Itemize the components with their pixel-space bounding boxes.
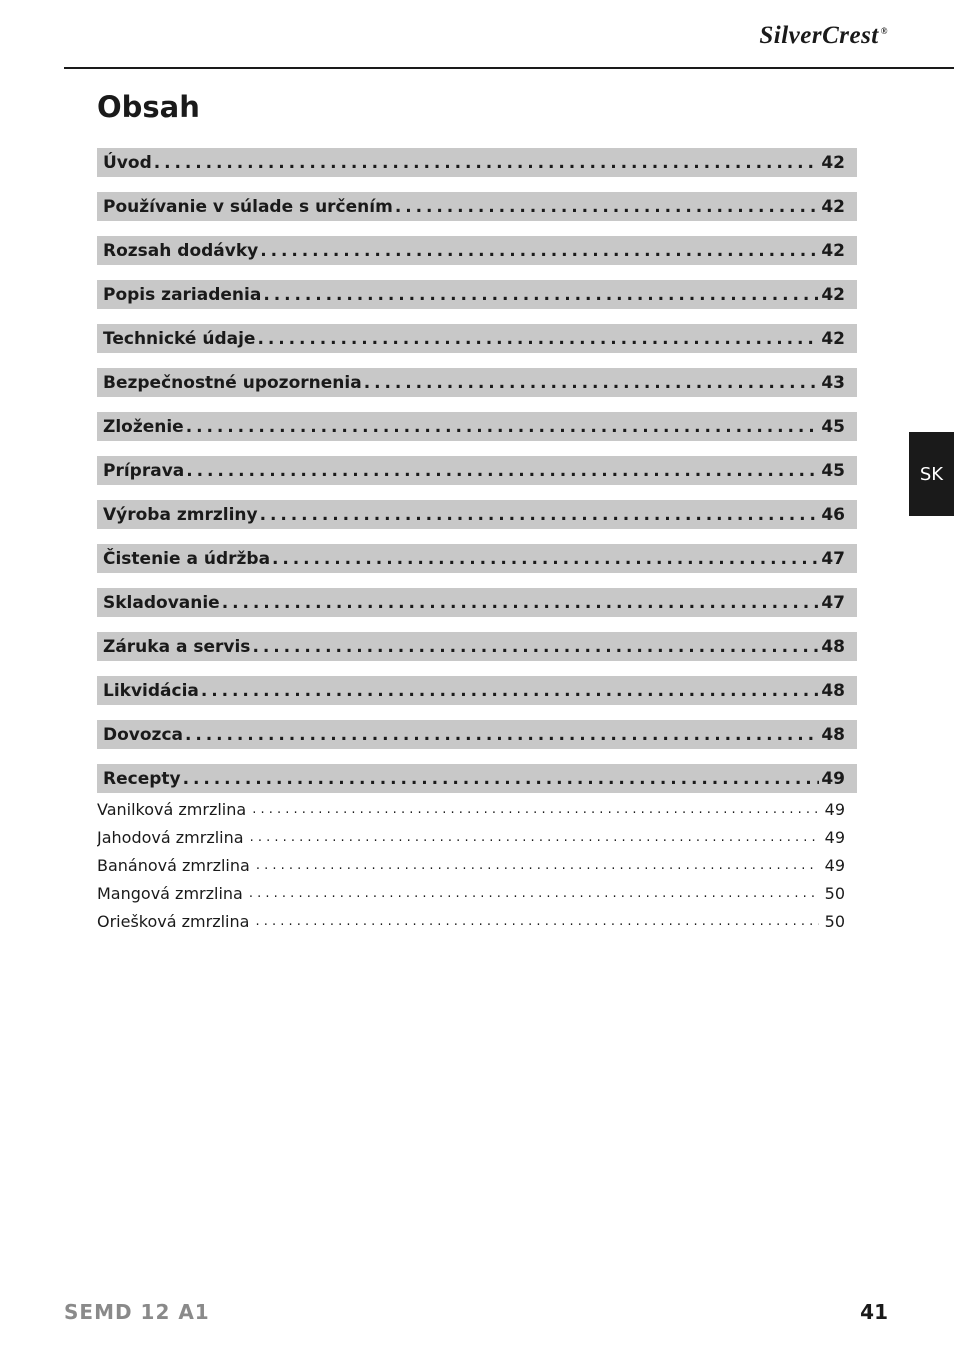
toc-entry[interactable] [97, 412, 857, 441]
toc-entry-label: Technické údaje [103, 328, 256, 349]
toc-subentry-page: 49 [824, 855, 845, 875]
toc-entry[interactable] [97, 500, 857, 529]
toc-entry-page: 49 [821, 768, 845, 789]
toc-subentry-label: Jahodová zmrzlina [97, 827, 244, 847]
dot-leader [263, 285, 819, 305]
registered-mark: ® [880, 25, 888, 36]
dot-leader [364, 373, 820, 393]
toc-entry-page: 42 [821, 196, 845, 217]
toc-entry-page: 47 [821, 592, 845, 613]
toc-entry-page: 43 [821, 372, 845, 393]
dot-leader [395, 197, 820, 217]
dot-leader [260, 505, 820, 525]
dot-leader [249, 886, 819, 901]
toc-entry[interactable] [97, 192, 857, 221]
toc-entry-page: 42 [821, 240, 845, 261]
dot-leader [260, 241, 819, 261]
toc-main-list [97, 148, 857, 808]
toc-entry-page: 48 [821, 724, 845, 745]
dot-leader [250, 830, 819, 845]
toc-entry[interactable] [97, 280, 857, 309]
dot-leader [257, 329, 819, 349]
dot-leader [256, 858, 819, 873]
toc-subentry[interactable] [97, 823, 857, 851]
toc-entry[interactable] [97, 632, 857, 661]
toc-entry-label: Príprava [103, 460, 185, 481]
toc-subentry[interactable] [97, 907, 857, 935]
toc-entry[interactable] [97, 764, 857, 793]
toc-entry-label: Bezpečnostné upozornenia [103, 372, 362, 393]
toc-entry-label: Popis zariadenia [103, 284, 262, 305]
toc-entry-label: Používanie v súlade s určením [103, 196, 393, 217]
header-rule [64, 67, 954, 69]
toc-entry-page: 46 [821, 504, 845, 525]
toc-subentry-label: Oriešková zmrzlina [97, 911, 250, 931]
toc-entry[interactable] [97, 324, 857, 353]
page-title: Obsah [97, 90, 200, 124]
dot-leader [222, 593, 820, 613]
toc-entry-label: Rozsah dodávky [103, 240, 259, 261]
dot-leader [252, 802, 818, 817]
dot-leader [186, 461, 819, 481]
toc-entry-label: Dovozca [103, 724, 183, 745]
toc-entry[interactable] [97, 236, 857, 265]
dot-leader [255, 914, 818, 929]
toc-entry-label: Zloženie [103, 416, 184, 437]
toc-entry-label: Skladovanie [103, 592, 220, 613]
dot-leader [272, 549, 819, 569]
toc-entry-label: Recepty [103, 768, 181, 789]
toc-entry-page: 42 [821, 152, 845, 173]
toc-subentry-page: 49 [824, 799, 845, 819]
brand-name: SilverCrest [759, 22, 879, 49]
toc-entry[interactable] [97, 720, 857, 749]
toc-subentry-label: Banánová zmrzlina [97, 855, 250, 875]
toc-entry-page: 42 [821, 284, 845, 305]
dot-leader [252, 637, 819, 657]
toc-subentry[interactable] [97, 795, 857, 823]
toc-entry[interactable] [97, 588, 857, 617]
toc-entry[interactable] [97, 148, 857, 177]
footer-page-number: 41 [860, 1300, 888, 1324]
toc-subentry-page: 50 [824, 911, 845, 931]
toc-entry-label: Čistenie a údržba [103, 548, 271, 569]
toc-entry-page: 47 [821, 548, 845, 569]
footer-model: SEMD 12 A1 [64, 1300, 210, 1324]
toc-entry[interactable] [97, 456, 857, 485]
toc-subentry-page: 50 [824, 883, 845, 903]
language-tab: SK [909, 432, 954, 516]
toc-subentry-label: Vanilková zmrzlina [97, 799, 247, 819]
dot-leader [185, 725, 819, 745]
toc-entry-label: Úvod [103, 152, 152, 173]
toc-subentry-page: 49 [824, 827, 845, 847]
dot-leader [154, 153, 820, 173]
toc-entry-label: Záruka a servis [103, 636, 251, 657]
toc-sub-list [97, 795, 857, 935]
toc-entry-page: 42 [821, 328, 845, 349]
toc-entry-page: 45 [821, 416, 845, 437]
toc-entry[interactable] [97, 544, 857, 573]
dot-leader [183, 769, 820, 789]
toc-subentry-label: Mangová zmrzlina [97, 883, 243, 903]
toc-entry-label: Výroba zmrzliny [103, 504, 258, 525]
dot-leader [201, 681, 819, 701]
toc-entry[interactable] [97, 368, 857, 397]
toc-subentry[interactable] [97, 851, 857, 879]
toc-entry-label: Likvidácia [103, 680, 199, 701]
toc-entry-page: 48 [821, 680, 845, 701]
toc-subentry[interactable] [97, 879, 857, 907]
toc-entry[interactable] [97, 676, 857, 705]
toc-entry-page: 45 [821, 460, 845, 481]
toc-entry-page: 48 [821, 636, 845, 657]
brand-logo [759, 22, 888, 50]
dot-leader [186, 417, 820, 437]
